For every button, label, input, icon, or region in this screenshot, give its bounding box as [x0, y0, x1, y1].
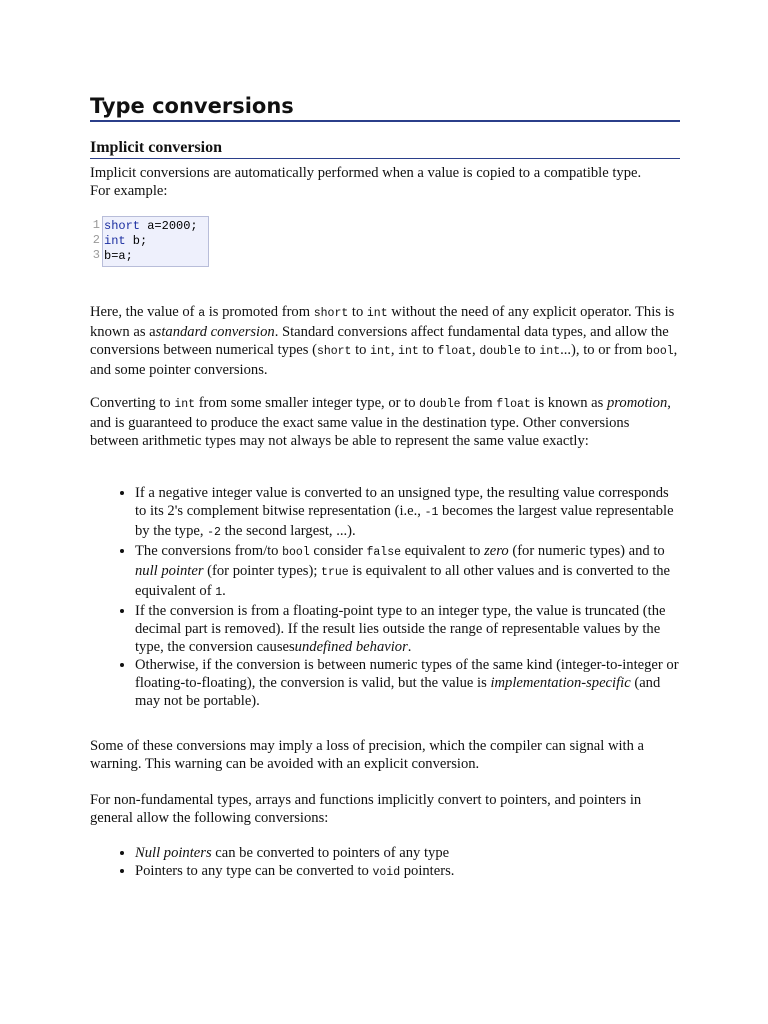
page-title: Type conversions — [90, 92, 680, 122]
paragraph-promotion: Converting to int from some smaller integer type, or to double from float is known as promotion, and is guaranteed to produce the exact same value in the destination type. Other conversions between arithmetic types may not always be able to represent the same value exactly: — [90, 395, 671, 449]
code-text: b=a; — [104, 249, 133, 263]
intro-text: Implicit conversions are automatically performed when a value is copied to a compatible type. — [90, 165, 642, 181]
conversion-rules-list — [90, 484, 680, 710]
pointer-conversions-list — [90, 844, 680, 882]
list-item: • Otherwise, if the conversion is between numeric types of the same kind (integer-to-integer or floating-to-floating), the conversion is valid, but the value is implementation-specific (and may not be portable). — [135, 656, 680, 710]
code-lines — [102, 216, 209, 267]
code-text: b; — [125, 234, 148, 248]
intro-example-text: For example: — [90, 183, 168, 199]
line-number: 3 — [92, 248, 100, 262]
code-text: a=2000; — [140, 219, 198, 233]
intro-paragraph — [90, 164, 680, 200]
paragraph-precision: Some of these conversions may imply a loss of precision, which the compiler can signal with a warning. This warning can be avoided with an explicit conversion. — [90, 738, 645, 772]
list-item: • If a negative integer value is converted to an unsigned type, the resulting value corresponds to its 2's complement bitwise representation (i.e., -1 becomes the largest value representable by the type, -2 the second largest, ...). — [135, 484, 680, 542]
code-line — [104, 234, 198, 249]
code-line — [104, 219, 198, 234]
code-example — [90, 216, 209, 267]
paragraph-pointers: For non-fundamental types, arrays and functions implicitly convert to pointers, and pointers in general allow the following conversions: — [90, 792, 642, 826]
paragraph-standard-conversion: Here, the value of a is promoted from short to int without the need of any explicit operator. This is known as astandard conversion. Standard conversions affect fundamental data types, and allow the conversions between numerical types (short to int, int to float, double to int...), to or from bool, and some pointer conversions. — [90, 304, 678, 378]
line-number: 1 — [92, 218, 100, 232]
list-item: • If the conversion is from a floating-point type to an integer type, the value is truncated (the decimal part is removed). If the result lies outside the range of representable values by the type, the conversion causesundefined behavior. — [135, 602, 680, 656]
code-keyword: int — [104, 234, 126, 248]
list-item: • Null pointers can be converted to pointers of any type — [135, 844, 680, 862]
code-line — [104, 249, 198, 264]
code-keyword: short — [104, 219, 141, 233]
list-item: • Pointers to any type can be converted to void pointers. — [135, 862, 680, 882]
section-heading: Implicit conversion — [90, 138, 680, 159]
code-line-numbers — [90, 216, 102, 267]
list-item: • The conversions from/to bool consider false equivalent to zero (for numeric types) and to null pointer (for pointer types); true is equivalent to all other values and is converted to the equivalent of 1. — [135, 542, 680, 602]
line-number: 2 — [92, 233, 100, 247]
